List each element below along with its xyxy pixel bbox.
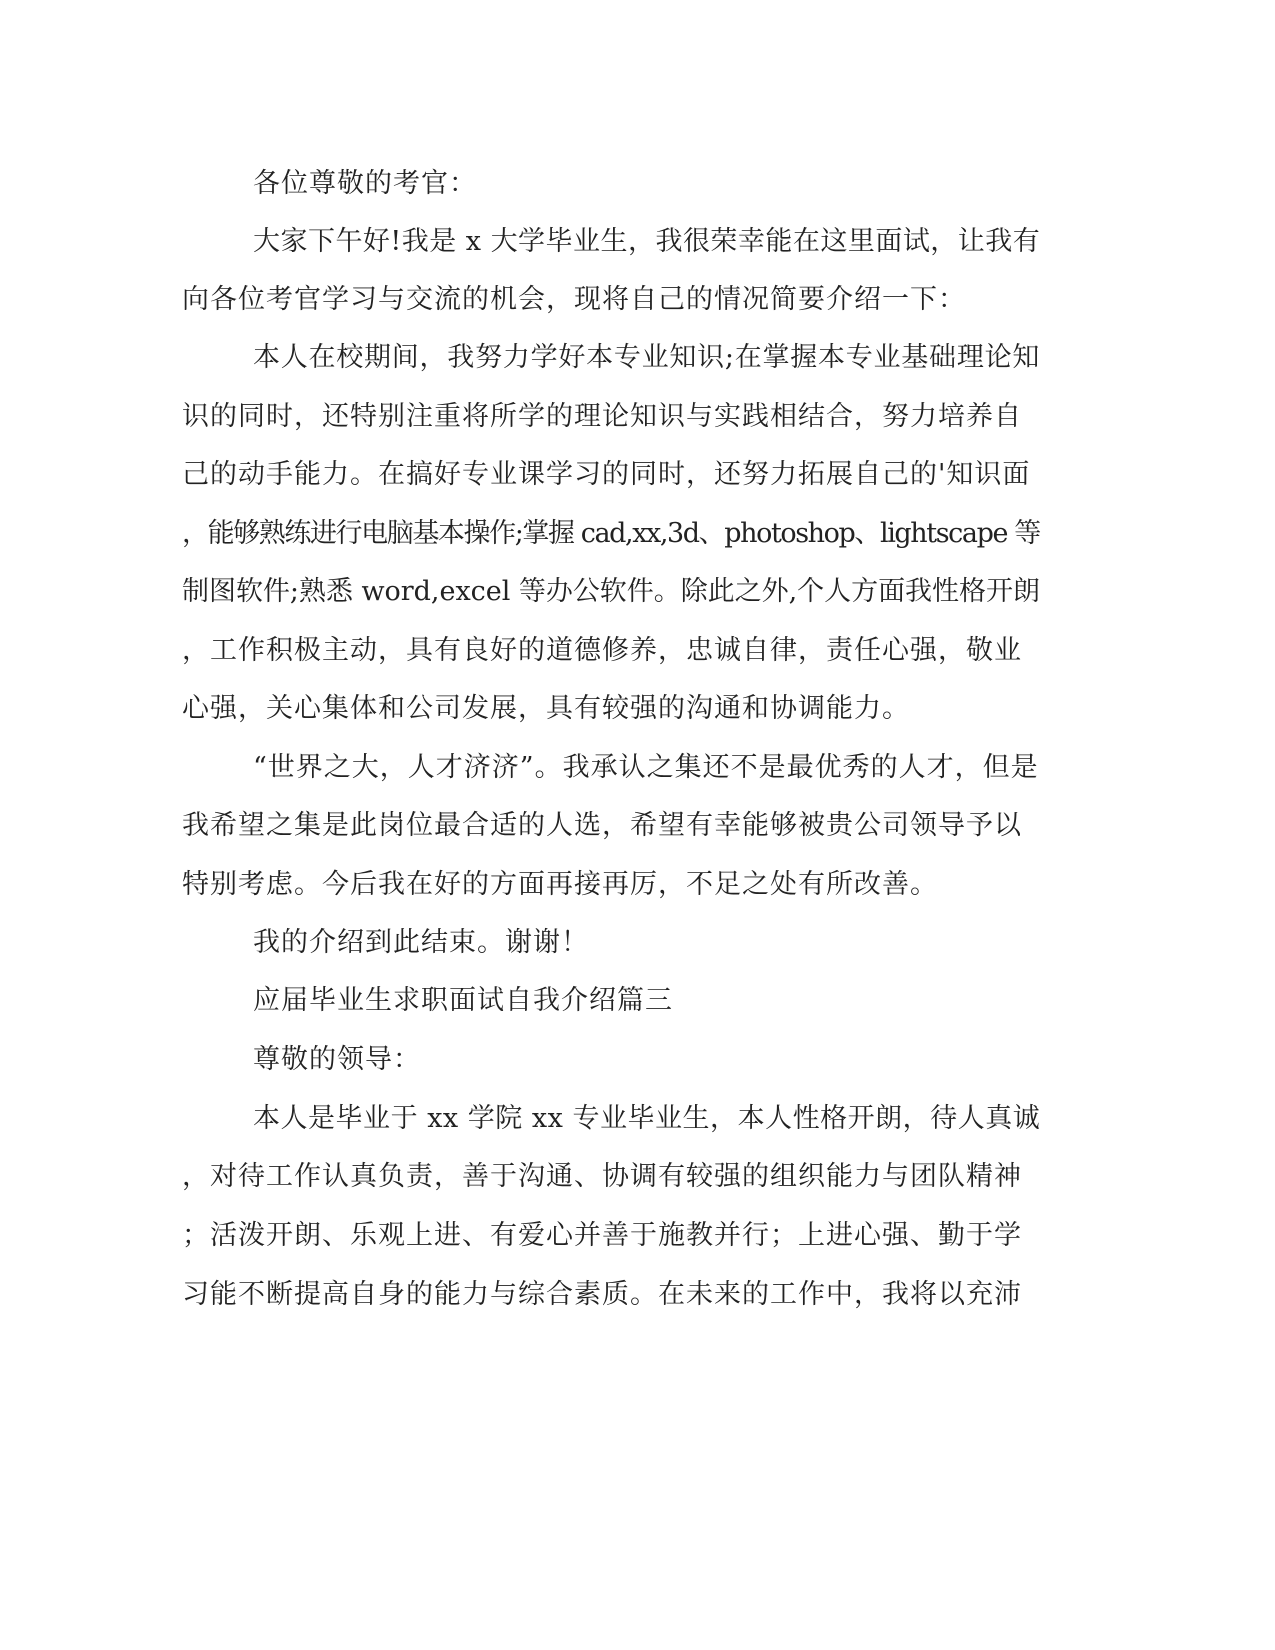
text-line: 大家下午好!我是 x 大学毕业生，我很荣幸能在这里面试，让我有 — [253, 226, 1041, 257]
text-line: 本人是毕业于 xx 学院 xx 专业毕业生，本人性格开朗，待人真诚 — [253, 1103, 1041, 1134]
text-line: “世界之大，人才济济”。我承认之集还不是最优秀的人才，但是 — [253, 752, 1039, 783]
text-line: 制图软件;熟悉 word,excel 等办公软件。除此之外,个人方面我性格开朗 — [182, 576, 1040, 607]
section-heading: 应届毕业生求职面试自我介绍篇三 — [253, 985, 673, 1016]
salutation: 尊敬的领导： — [253, 1044, 421, 1075]
text-line: ，工作积极主动，具有良好的道德修养，忠诚自律，责任心强，敬业 — [182, 635, 1022, 666]
text-line: 心强，关心集体和公司发展，具有较强的沟通和协调能力。 — [182, 693, 910, 724]
text-line: 特别考虑。今后我在好的方面再接再厉，不足之处有所改善。 — [182, 869, 938, 900]
text-line: 识的同时，还特别注重将所学的理论知识与实践相结合，努力培养自 — [182, 401, 1022, 432]
text-line: ，能够熟练进行电脑基本操作;掌握 cad,xx,3d、photoshop、lightscape 等 — [182, 518, 1040, 549]
text-line: 我的介绍到此结束。谢谢！ — [253, 927, 589, 958]
text-line: 己的动手能力。在搞好专业课学习的同时，还努力拓展自己的'知识面 — [182, 459, 1031, 490]
text-line: 习能不断提高自身的能力与综合素质。在未来的工作中，我将以充沛 — [182, 1279, 1022, 1310]
text-line: 本人在校期间，我努力学好本专业知识;在掌握本专业基础理论知 — [253, 342, 1041, 373]
text-line: 向各位考官学习与交流的机会，现将自己的情况简要介绍一下： — [182, 284, 966, 315]
text-line: 各位尊敬的考官： — [253, 168, 477, 199]
text-line: ；活泼开朗、乐观上进、有爱心并善于施教并行；上进心强、勤于学 — [182, 1220, 1022, 1251]
text-line: 我希望之集是此岗位最合适的人选，希望有幸能够被贵公司领导予以 — [182, 810, 1022, 841]
text-line: ，对待工作认真负责，善于沟通、协调有较强的组织能力与团队精神 — [182, 1161, 1022, 1192]
